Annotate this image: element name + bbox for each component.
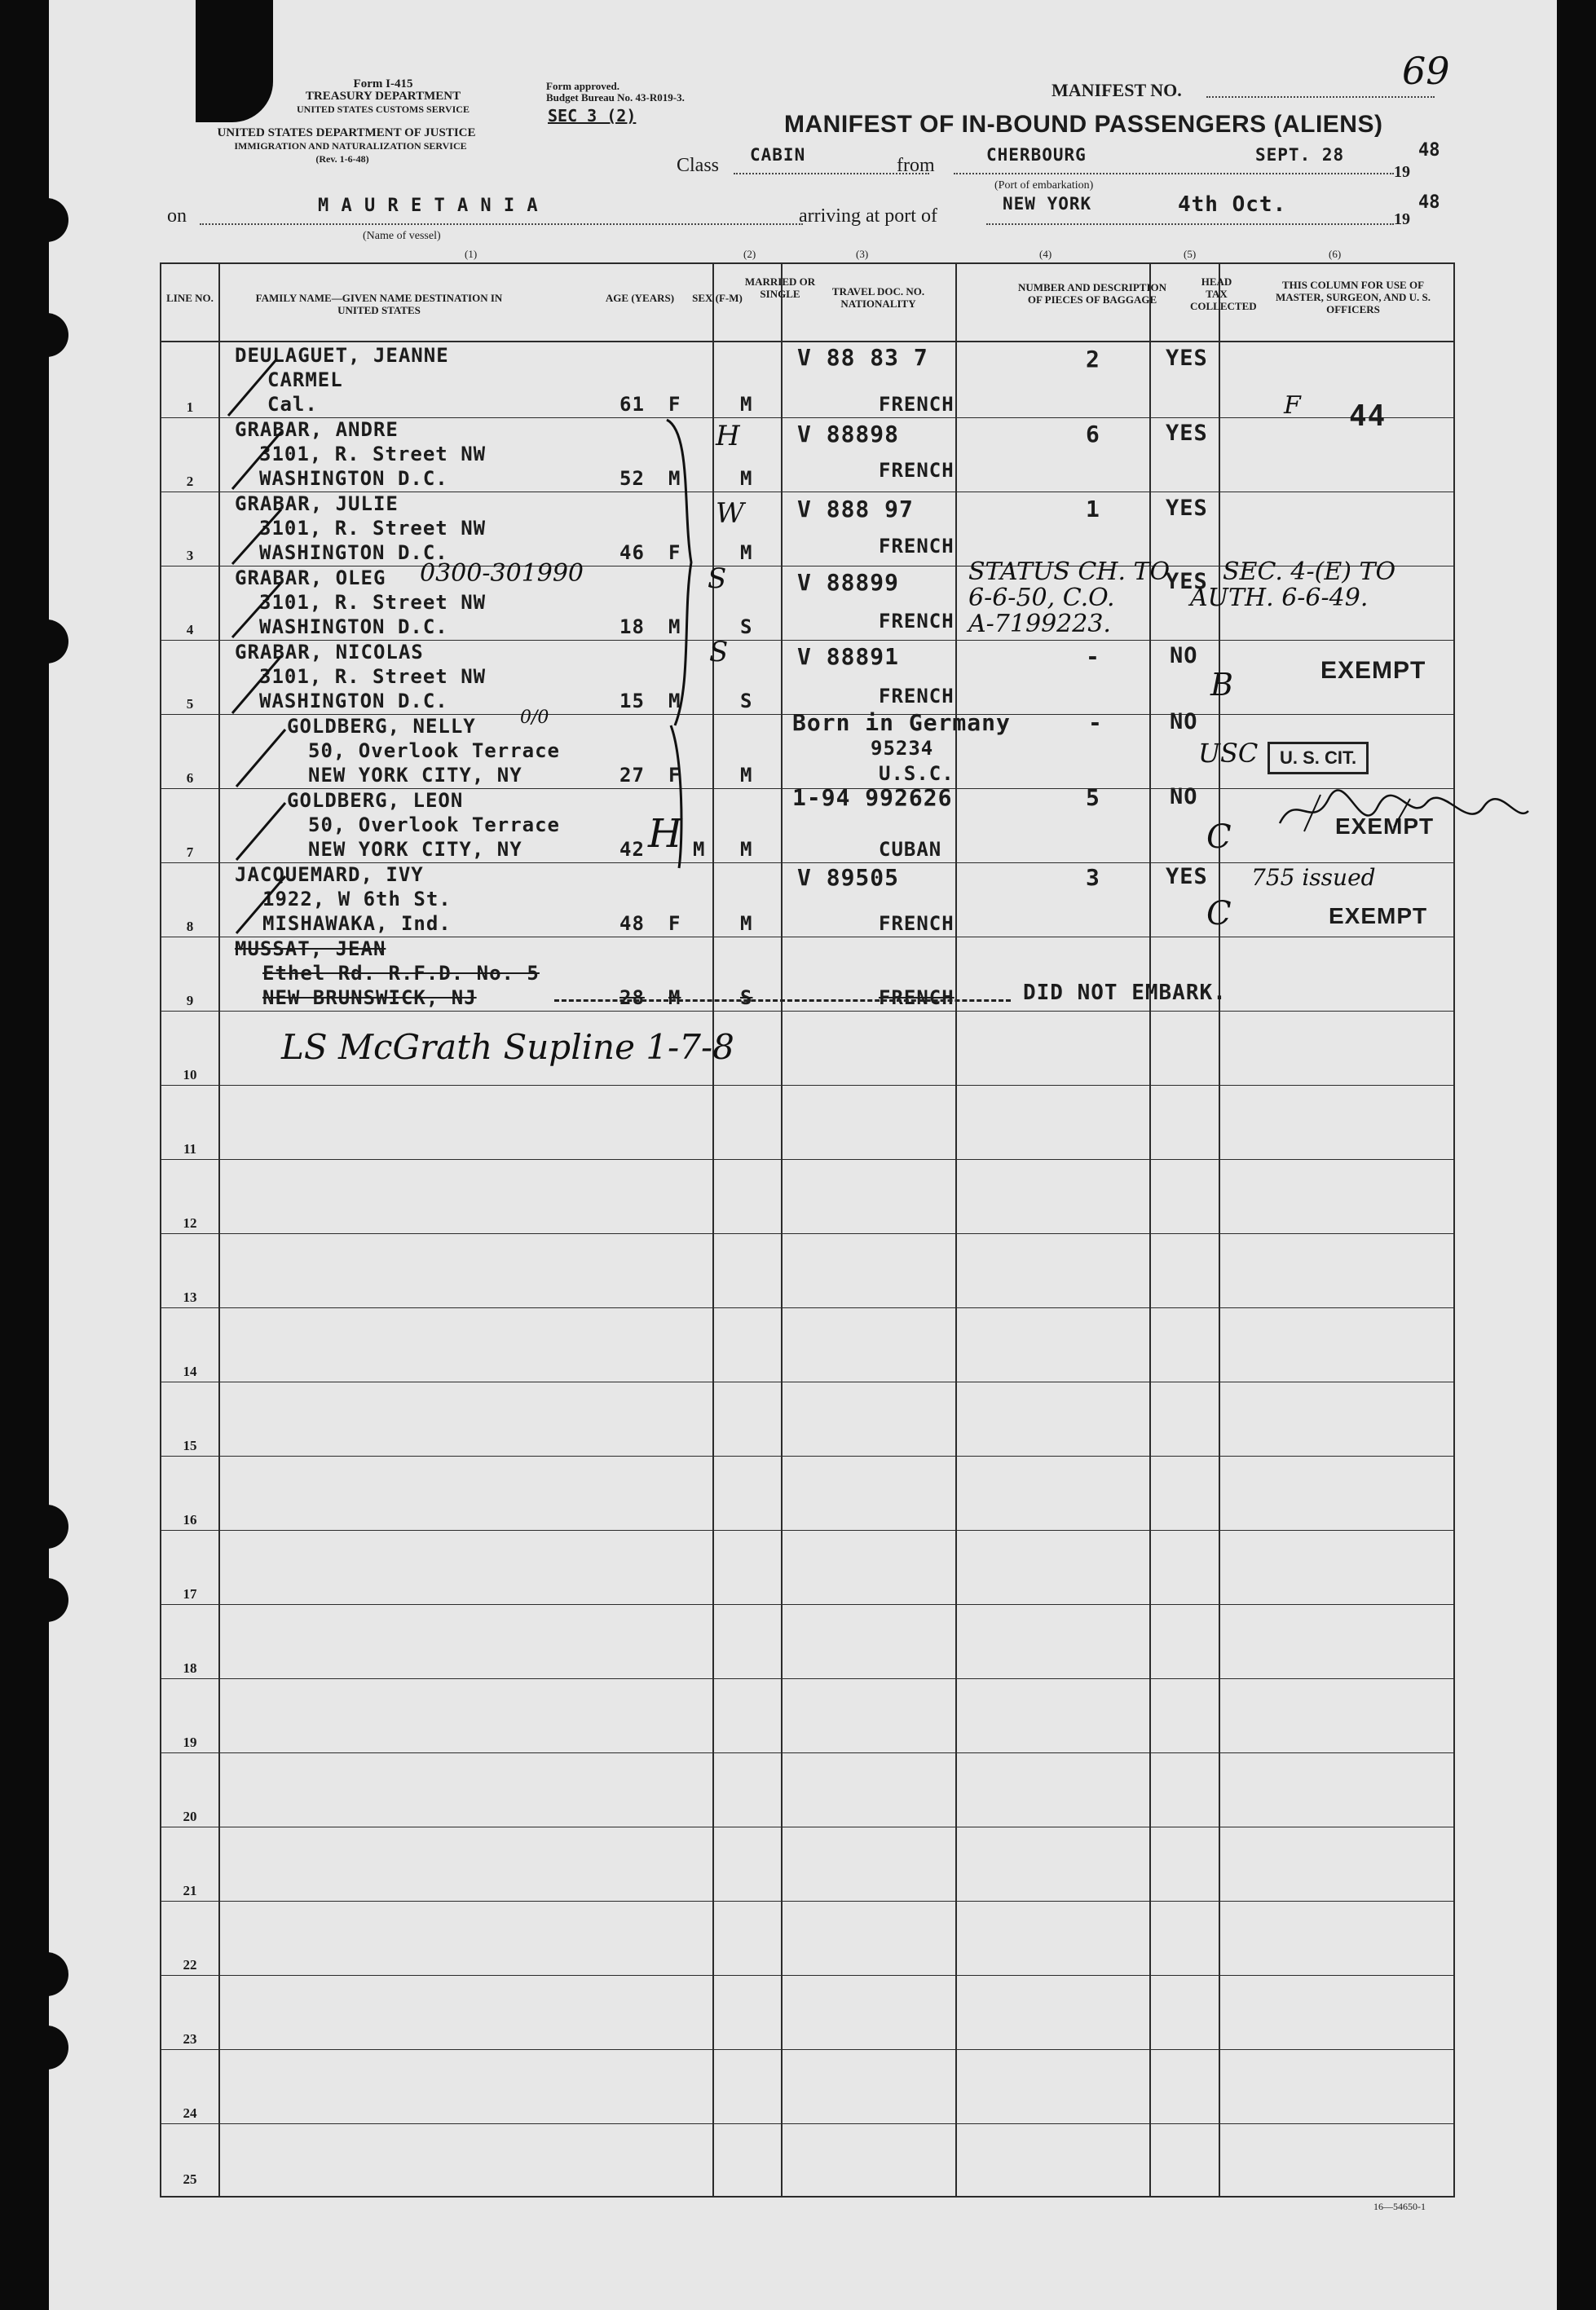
line-number: 20 xyxy=(183,1809,197,1824)
officer-mark: F xyxy=(1284,391,1301,420)
class-value: CABIN xyxy=(750,145,806,165)
passenger-name: GRABAR, JULIE xyxy=(235,492,399,515)
us-citizen-stamp: U. S. CIT. xyxy=(1268,742,1369,774)
row-rule xyxy=(160,1307,1455,1308)
col-rule xyxy=(1219,262,1220,2196)
passenger-sex: F xyxy=(668,912,681,935)
travel-doc: V 89505 xyxy=(797,864,900,891)
handwritten-mark: S xyxy=(709,636,729,668)
passenger-married: M xyxy=(740,764,753,787)
baggage: - xyxy=(1086,643,1100,670)
ins-label: IMMIGRATION AND NATURALIZATION SERVICE xyxy=(234,140,467,152)
head-tax-mark: C xyxy=(1206,818,1232,856)
line-number: 22 xyxy=(183,1957,197,1973)
embarkation-date: SEPT. 28 xyxy=(1255,145,1345,165)
head-tax: YES xyxy=(1166,421,1208,446)
col-num-2: (2) xyxy=(743,248,756,260)
passenger-married: M xyxy=(740,393,753,416)
passenger-married: S xyxy=(740,690,753,712)
passenger-sex: M xyxy=(668,467,681,490)
manifest-number-label: MANIFEST NO. xyxy=(1052,80,1182,100)
row-rule xyxy=(160,1085,1455,1086)
col-header-name: FAMILY NAME—GIVEN NAME DESTINATION IN UNITED STATES xyxy=(255,292,503,316)
line-number: 11 xyxy=(183,1141,197,1157)
status-change-note: AUTH. 6-6-49. xyxy=(1190,584,1369,612)
passenger-sex: F xyxy=(668,393,681,416)
passenger-age: 42 xyxy=(619,838,645,861)
travel-doc: V 88891 xyxy=(797,643,900,670)
passenger-name: MUSSAT, JEAN xyxy=(235,937,386,960)
head-tax-mark: USC xyxy=(1198,738,1259,769)
col-num-4: (4) xyxy=(1039,248,1052,260)
col-header-officers: THIS COLUMN FOR USE OF MASTER, SURGEON, AND U. S. OFFICERS xyxy=(1276,279,1431,315)
passenger-married: S xyxy=(740,986,753,1009)
passenger-city: WASHINGTON D.C. xyxy=(259,467,448,490)
passenger-address: 50, Overlook Terrace xyxy=(308,813,560,836)
status-change-note: A-7199223. xyxy=(968,610,1111,638)
embark-year-suffix: 48 xyxy=(1418,140,1440,161)
baggage: 1 xyxy=(1086,496,1100,522)
row-rule xyxy=(160,2123,1455,2124)
embarkation-caption: (Port of embarkation) xyxy=(994,179,1094,192)
passenger-address: Ethel Rd. R.F.D. No. 5 xyxy=(262,962,540,985)
from-label: from xyxy=(897,155,935,176)
row-rule xyxy=(160,1159,1455,1160)
baggage: 6 xyxy=(1086,421,1100,447)
nationality: CUBAN xyxy=(879,838,942,861)
vessel-line xyxy=(200,223,803,225)
passenger-city: NEW BRUNSWICK, NJ xyxy=(262,986,477,1009)
line-number: 24 xyxy=(183,2105,197,2121)
passenger-city: NEW YORK CITY, NY xyxy=(308,764,522,787)
line-number: 2 xyxy=(186,474,194,489)
binder-hole xyxy=(49,1505,68,1549)
printer-code: 16—54650-1 xyxy=(1373,2201,1426,2212)
passenger-name: GRABAR, ANDRE xyxy=(235,418,399,441)
passenger-married: M xyxy=(740,912,753,935)
passenger-age: 28 xyxy=(619,986,645,1009)
baggage: 5 xyxy=(1086,784,1100,811)
line-number: 6 xyxy=(186,770,194,786)
officer-note: 44 xyxy=(1349,399,1387,433)
binder-hole xyxy=(49,2026,68,2070)
col-num-1: (1) xyxy=(465,248,478,260)
passenger-name: GOLDBERG, LEON xyxy=(287,789,464,812)
line-number: 23 xyxy=(183,2031,197,2047)
row-rule xyxy=(160,1604,1455,1605)
passenger-name: GRABAR, NICOLAS xyxy=(235,641,424,663)
binder-hole xyxy=(49,1578,68,1622)
passenger-address: 3101, R. Street NW xyxy=(259,591,487,614)
passenger-name: DEULAGUET, JEANNE xyxy=(235,344,449,367)
nationality: FRENCH xyxy=(879,610,955,633)
row-rule xyxy=(160,2049,1455,2050)
col-num-3: (3) xyxy=(856,248,869,260)
officer-stamp: EXEMPT xyxy=(1329,903,1428,928)
passenger-address: 3101, R. Street NW xyxy=(259,665,487,688)
handwritten-mark: H xyxy=(648,811,682,857)
on-label: on xyxy=(167,205,187,227)
passenger-sex: F xyxy=(668,764,681,787)
passenger-address: 50, Overlook Terrace xyxy=(308,739,560,762)
officer-signature: LS McGrath Supline 1-7-8 xyxy=(281,1027,734,1067)
line-number: 15 xyxy=(183,1438,197,1453)
officer-stamp: EXEMPT xyxy=(1335,813,1435,839)
alien-registration-number: 0300-301990 xyxy=(420,559,584,588)
row-rule xyxy=(160,1901,1455,1902)
revision-label: (Rev. 1-6-48) xyxy=(315,153,369,165)
passenger-married: S xyxy=(740,615,753,638)
did-not-embark-note: DID NOT EMBARK. xyxy=(1023,981,1227,1005)
passenger-sex: M xyxy=(668,615,681,638)
col-rule xyxy=(712,262,714,2196)
line-number: 1 xyxy=(186,399,194,415)
passenger-city: Cal. xyxy=(267,393,318,416)
passenger-age: 61 xyxy=(619,393,645,416)
manifest-page xyxy=(49,0,1557,2310)
from-line xyxy=(954,173,1394,174)
check-marks xyxy=(220,350,318,1043)
family-bracket xyxy=(659,416,708,872)
travel-doc: V 88899 xyxy=(797,569,900,596)
line-number: 12 xyxy=(183,1215,197,1231)
travel-doc: V 888 97 xyxy=(797,496,914,522)
head-tax: YES xyxy=(1166,496,1208,521)
row-rule xyxy=(160,1975,1455,1976)
binder-hole xyxy=(49,198,68,242)
passenger-address: 3101, R. Street NW xyxy=(259,443,487,465)
line-number: 4 xyxy=(186,622,194,637)
budget-label: Budget Bureau No. 43-R019-3. xyxy=(546,91,685,104)
nationality: FRENCH xyxy=(879,685,955,708)
col-num-6: (6) xyxy=(1329,248,1342,260)
passenger-city: MISHAWAKA, Ind. xyxy=(262,912,452,935)
passenger-sex: M xyxy=(693,838,706,861)
nationality: FRENCH xyxy=(879,535,955,558)
baggage: 2 xyxy=(1086,346,1100,373)
passenger-name: GOLDBERG, NELLY xyxy=(287,715,476,738)
embarkation-port: CHERBOURG xyxy=(986,145,1087,165)
row-rule xyxy=(160,1530,1455,1531)
head-tax: NO xyxy=(1170,643,1198,668)
passenger-city: WASHINGTON D.C. xyxy=(259,690,448,712)
manifest-title: MANIFEST OF IN-BOUND PASSENGERS (ALIENS) xyxy=(784,111,1383,138)
passenger-sex: M xyxy=(668,986,681,1009)
travel-doc: V 88898 xyxy=(797,421,900,447)
form-number: Form I-415 xyxy=(353,77,413,90)
passenger-name: JACQUEMARD, IVY xyxy=(235,863,424,886)
col-rule xyxy=(1149,262,1151,2196)
binder-hole xyxy=(49,619,68,663)
line-number: 14 xyxy=(183,1364,197,1379)
row-rule xyxy=(160,1233,1455,1234)
handwritten-mark: H xyxy=(716,420,740,452)
col-header-travel: TRAVEL DOC. NO. NATIONALITY xyxy=(831,285,925,310)
line-number: 9 xyxy=(186,993,194,1008)
arrival-line xyxy=(986,223,1394,225)
col-header-line: LINE NO. xyxy=(166,292,214,304)
arrival-year-prefix: 19 xyxy=(1394,210,1410,228)
arrival-year-suffix: 48 xyxy=(1418,192,1440,213)
col-header-married: MARRIED OR SINGLE xyxy=(744,276,816,300)
head-tax-mark: B xyxy=(1210,667,1233,703)
travel-doc: 1-94 992626 xyxy=(792,784,953,811)
head-tax: NO xyxy=(1170,784,1198,809)
passenger-address: CARMEL xyxy=(267,368,343,391)
passenger-city: WASHINGTON D.C. xyxy=(259,615,448,638)
approval-label: Form approved. xyxy=(546,80,620,92)
col-rule xyxy=(781,262,783,2196)
passenger-address: 1922, W 6th St. xyxy=(262,888,452,910)
vessel-caption: (Name of vessel) xyxy=(363,230,441,242)
col-header-baggage: NUMBER AND DESCRIPTION OF PIECES OF BAGGAGE xyxy=(1017,281,1167,306)
row-rule xyxy=(160,1678,1455,1679)
row-rule xyxy=(160,1456,1455,1457)
arriving-label: arriving at port of xyxy=(799,205,937,227)
status-change-note: 6-6-50, C.O. xyxy=(968,584,1115,612)
row-rule xyxy=(160,1752,1455,1753)
treasury-label: TREASURY DEPARTMENT xyxy=(305,90,461,103)
section-code: SEC 3 (2) xyxy=(548,106,637,126)
nationality: FRENCH xyxy=(879,986,955,1009)
strike-line xyxy=(554,999,1011,1002)
line-number: 10 xyxy=(183,1067,197,1082)
issued-note: 755 issued xyxy=(1251,864,1376,891)
class-label: Class xyxy=(677,155,720,176)
passenger-age: 15 xyxy=(619,690,645,712)
handwritten-mark: S xyxy=(708,562,727,595)
passenger-sex: F xyxy=(668,541,681,564)
travel-doc: V 88 83 7 xyxy=(797,344,928,371)
nationality: FRENCH xyxy=(879,459,955,482)
passenger-sex: M xyxy=(668,690,681,712)
passenger-age: 52 xyxy=(619,467,645,490)
col-rule xyxy=(955,262,957,2196)
row-rule xyxy=(160,1011,1455,1012)
embark-year-prefix: 19 xyxy=(1394,163,1410,181)
col-header-headtax: HEAD TAX COLLECTED xyxy=(1190,276,1257,312)
line-number: 3 xyxy=(186,548,194,563)
line-number: 16 xyxy=(183,1512,197,1528)
nationality: U.S.C. xyxy=(879,762,955,785)
passenger-married: M xyxy=(740,838,753,861)
baggage: 3 xyxy=(1086,864,1100,891)
manifest-number-line xyxy=(1206,96,1435,98)
nationality: FRENCH xyxy=(879,912,955,935)
line-number: 13 xyxy=(183,1289,197,1305)
line-number: 17 xyxy=(183,1586,197,1602)
officer-signature-scribble xyxy=(1272,782,1532,848)
passenger-married: M xyxy=(740,541,753,564)
head-tax: YES xyxy=(1166,569,1208,594)
passenger-name: GRABAR, OLEG xyxy=(235,566,386,589)
head-tax: YES xyxy=(1166,864,1208,889)
certificate-number: 95234 xyxy=(871,737,934,760)
passenger-age: 27 xyxy=(619,764,645,787)
passenger-city: NEW YORK CITY, NY xyxy=(308,838,522,861)
line-number: 19 xyxy=(183,1735,197,1750)
handwritten-mark: 0/0 xyxy=(520,708,549,728)
line-number: 18 xyxy=(183,1660,197,1676)
passenger-married: M xyxy=(740,467,753,490)
status-change-note: SEC. 4-(E) TO xyxy=(1223,558,1396,586)
col-header-age: AGE (YEARS) xyxy=(605,292,675,304)
handwritten-mark: W xyxy=(716,497,744,530)
passenger-age: 48 xyxy=(619,912,645,935)
passenger-address: 3101, R. Street NW xyxy=(259,517,487,540)
justice-label: UNITED STATES DEPARTMENT OF JUSTICE xyxy=(217,126,476,139)
travel-doc: Born in Germany xyxy=(792,709,1011,736)
line-number: 5 xyxy=(186,696,194,712)
arrival-port: NEW YORK xyxy=(1003,194,1092,214)
officer-stamp: EXEMPT xyxy=(1320,657,1426,684)
header-rule xyxy=(160,341,1455,342)
vessel-name: M A U R E T A N I A xyxy=(318,196,539,216)
nationality: FRENCH xyxy=(879,393,955,416)
binder-hole xyxy=(49,313,68,357)
line-number: 25 xyxy=(183,2171,197,2187)
manifest-number-value: 69 xyxy=(1402,49,1450,93)
customs-label: UNITED STATES CUSTOMS SERVICE xyxy=(297,104,470,115)
line-number: 7 xyxy=(186,844,194,860)
col-num-5: (5) xyxy=(1184,248,1197,260)
col-header-sex: SEX (F-M) xyxy=(692,292,743,304)
line-number: 21 xyxy=(183,1883,197,1898)
head-tax: YES xyxy=(1166,346,1208,371)
passenger-age: 18 xyxy=(619,615,645,638)
line-number: 8 xyxy=(186,919,194,934)
binder-hole xyxy=(49,1952,68,1996)
head-tax-mark: C xyxy=(1206,895,1232,932)
passenger-age: 46 xyxy=(619,541,645,564)
baggage: - xyxy=(1088,709,1103,736)
arrival-date: 4th Oct. xyxy=(1178,192,1287,217)
status-change-note: STATUS CH. TO xyxy=(968,558,1171,586)
head-tax: NO xyxy=(1170,709,1198,734)
passenger-city: WASHINGTON D.C. xyxy=(259,541,448,564)
